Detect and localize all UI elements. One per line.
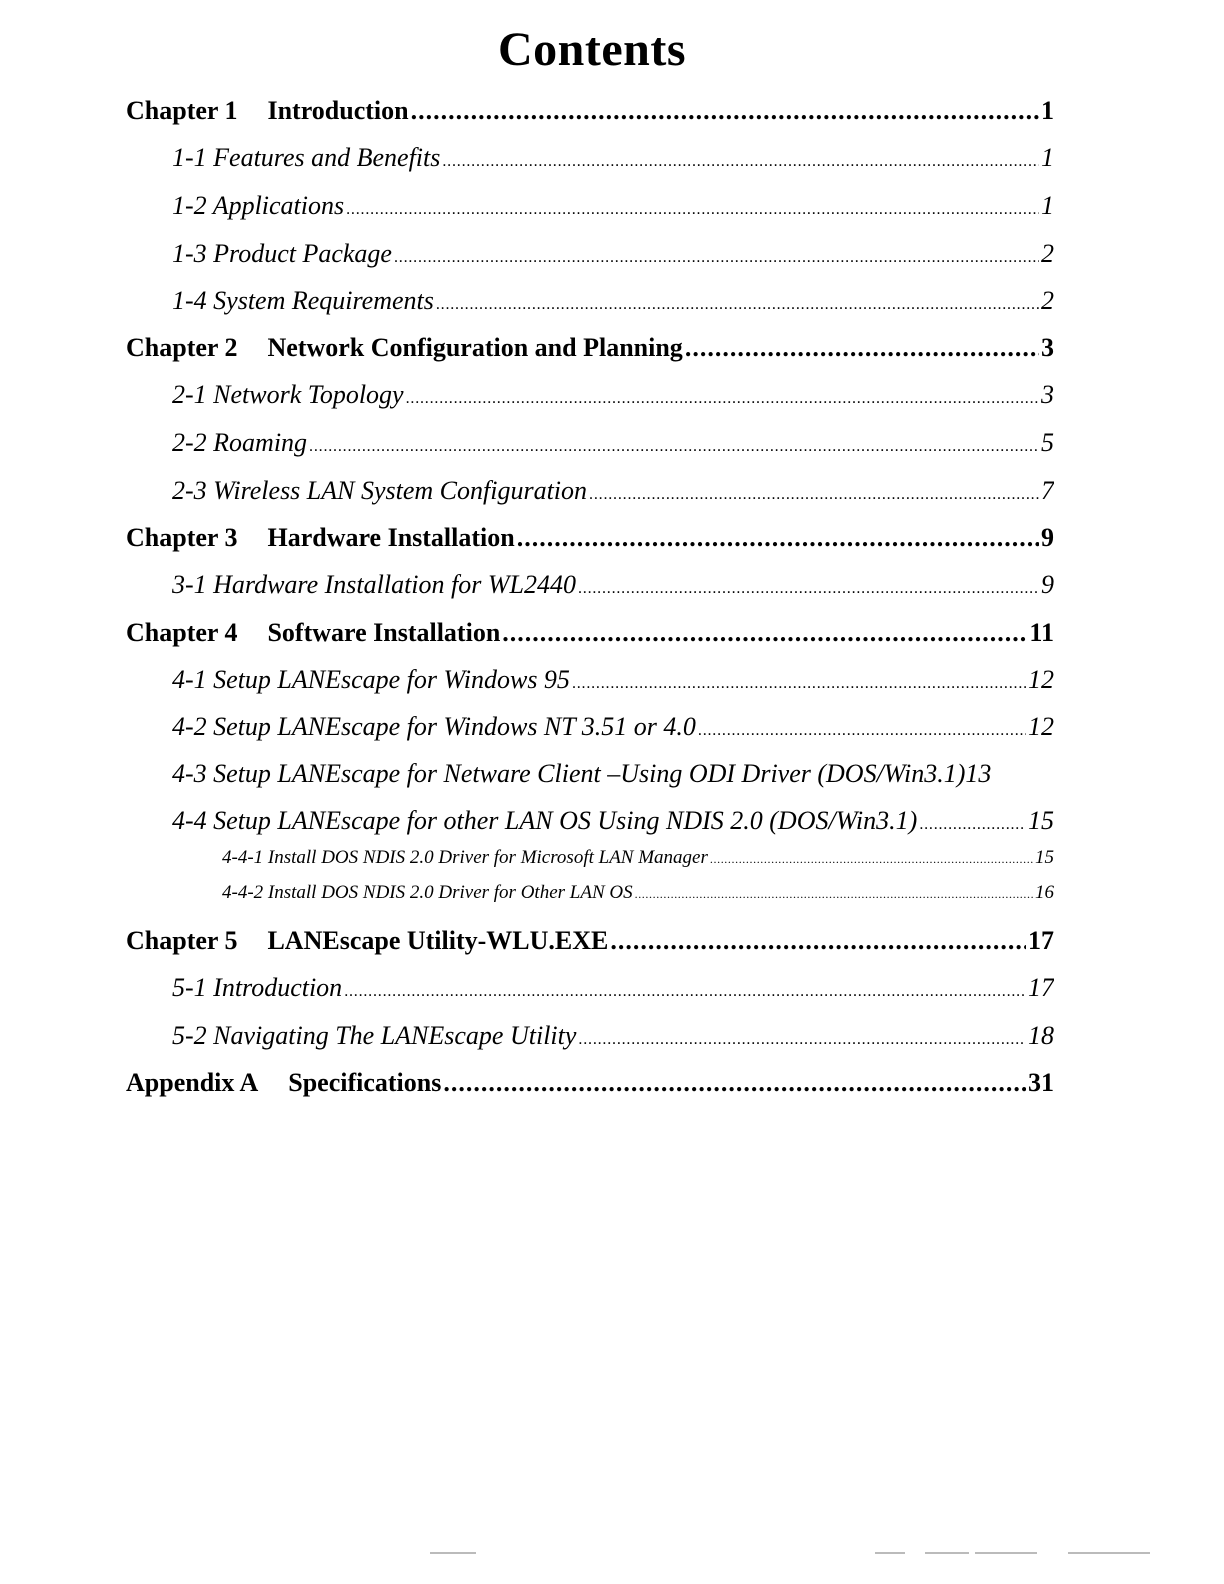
toc-section-3-1[interactable]	[172, 570, 1054, 600]
dot-leader	[406, 390, 1039, 408]
page-number: 18	[1028, 1021, 1054, 1050]
subsection-title: 4-4-2 Install DOS NDIS 2.0 Driver for Other LAN OS	[222, 882, 633, 903]
toc-section-2-1[interactable]	[172, 380, 1054, 410]
chapter-title: Software Installation	[267, 618, 501, 647]
appendix-number: Appendix A	[126, 1068, 259, 1097]
toc-appendix-a[interactable]	[126, 1068, 1054, 1098]
dot-leader	[698, 722, 1026, 740]
toc-section-2-3[interactable]	[172, 476, 1054, 506]
page-number: 9	[1041, 570, 1054, 599]
page-number: 13	[965, 759, 992, 788]
dot-leader	[919, 816, 1026, 834]
toc-entry-label	[126, 618, 500, 648]
page-number: 9	[1041, 523, 1054, 552]
dot-leader	[436, 296, 1039, 314]
toc-entry-label	[126, 96, 409, 126]
toc-section-1-3[interactable]	[172, 239, 1054, 269]
dot-leader	[635, 887, 1033, 902]
dot-leader	[344, 983, 1026, 1001]
section-title: 4-2 Setup LANEscape for Windows NT 3.51 or 4.0	[172, 712, 696, 741]
toc-section-2-2[interactable]	[172, 428, 1054, 458]
toc-section-4-1[interactable]	[172, 665, 1054, 695]
toc-section-4-4[interactable]	[172, 806, 1054, 836]
scan-artifact	[975, 1552, 1037, 1554]
page-title: Contents	[497, 23, 686, 76]
chapter-title: LANEscape Utility-WLU.EXE	[267, 926, 609, 955]
toc-entry-label	[126, 333, 683, 363]
dot-leader	[589, 486, 1039, 504]
section-title: 5-2 Navigating The LANEscape Utility	[172, 1021, 577, 1050]
dot-leader	[442, 153, 1039, 171]
section-title: 2-2 Roaming	[172, 428, 308, 457]
page-number: 1	[1041, 143, 1054, 172]
dot-leader	[443, 1068, 1026, 1098]
chapter-number: Chapter 4	[126, 618, 238, 647]
section-title: 4-4 Setup LANEscape for other LAN OS Using NDIS 2.0 (DOS/Win3.1)	[172, 806, 918, 835]
scan-artifact	[875, 1552, 905, 1554]
dot-leader	[411, 96, 1039, 126]
toc-chapter-4[interactable]	[126, 618, 1054, 648]
dot-leader	[710, 852, 1033, 867]
page-number: 11	[1029, 618, 1054, 647]
toc-subsection-4-4-2[interactable]	[222, 882, 1054, 904]
chapter-title: Hardware Installation	[267, 523, 515, 552]
section-title: 1-1 Features and Benefits	[172, 143, 441, 172]
page-number: 12	[1028, 712, 1054, 741]
page-number: 17	[1028, 973, 1054, 1002]
page-number: 31	[1028, 1068, 1054, 1097]
toc-entry-label	[126, 1068, 441, 1098]
section-title: 4-1 Setup LANEscape for Windows 95	[172, 665, 570, 694]
chapter-title: Network Configuration and Planning	[267, 333, 683, 362]
toc-section-5-2[interactable]	[172, 1021, 1054, 1051]
section-title: 5-1 Introduction	[172, 973, 343, 1002]
chapter-number: Chapter 3	[126, 523, 238, 552]
chapter-number: Chapter 5	[126, 926, 238, 955]
section-title: 1-3 Product Package	[172, 239, 392, 268]
subsection-title: 4-4-1 Install DOS NDIS 2.0 Driver for Microsoft LAN Manager	[222, 847, 708, 868]
dot-leader	[502, 618, 1027, 648]
toc-section-4-2[interactable]	[172, 712, 1054, 742]
toc-chapter-1[interactable]	[126, 96, 1054, 126]
page-number: 17	[1028, 926, 1054, 955]
dot-leader	[346, 201, 1039, 219]
toc-entry-label	[126, 523, 515, 553]
chapter-title: Introduction	[267, 96, 409, 125]
toc-section-1-4[interactable]	[172, 286, 1054, 316]
toc-subsection-4-4-1[interactable]	[222, 847, 1054, 869]
page-number: 15	[1035, 847, 1054, 868]
page-number: 7	[1041, 476, 1054, 505]
page-number: 1	[1041, 96, 1054, 125]
scan-artifact	[1068, 1552, 1150, 1554]
page-number: 3	[1041, 380, 1054, 409]
scan-artifact	[430, 1552, 476, 1554]
page-number: 5	[1041, 428, 1054, 457]
toc-section-1-2[interactable]	[172, 191, 1054, 221]
section-title: 1-4 System Requirements	[172, 286, 434, 315]
toc-chapter-3[interactable]	[126, 523, 1054, 553]
section-title: 3-1 Hardware Installation for WL2440	[172, 570, 576, 599]
dot-leader	[394, 249, 1039, 267]
scan-artifact	[925, 1552, 969, 1554]
dot-leader	[578, 1031, 1026, 1049]
page-number: 16	[1035, 882, 1054, 903]
dot-leader	[685, 333, 1039, 363]
dot-leader	[517, 523, 1039, 553]
section-title: 2-3 Wireless LAN System Configuration	[172, 476, 588, 505]
chapter-number: Chapter 2	[126, 333, 238, 362]
toc-section-4-3[interactable]	[172, 759, 1054, 789]
toc-entry-label	[126, 926, 608, 956]
dot-leader	[309, 438, 1039, 456]
section-title: 1-2 Applications	[172, 191, 345, 220]
section-title: 4-3 Setup LANEscape for Netware Client –Using ODI Driver (DOS/Win3.1)	[172, 759, 966, 788]
page-number: 1	[1041, 191, 1054, 220]
dot-leader	[578, 580, 1039, 598]
toc-chapter-5[interactable]	[126, 926, 1054, 956]
page-number: 12	[1028, 665, 1054, 694]
page-number: 15	[1028, 806, 1054, 835]
appendix-title: Specifications	[288, 1068, 442, 1097]
dot-leader	[610, 926, 1026, 956]
page-number: 2	[1041, 239, 1054, 268]
toc-section-5-1[interactable]	[172, 973, 1054, 1003]
dot-leader	[572, 675, 1026, 693]
toc-section-1-1[interactable]	[172, 143, 1054, 173]
chapter-number: Chapter 1	[126, 96, 238, 125]
toc-chapter-2[interactable]	[126, 333, 1054, 363]
section-title: 2-1 Network Topology	[172, 380, 404, 409]
page-number: 2	[1041, 286, 1054, 315]
page-number: 3	[1041, 333, 1054, 362]
